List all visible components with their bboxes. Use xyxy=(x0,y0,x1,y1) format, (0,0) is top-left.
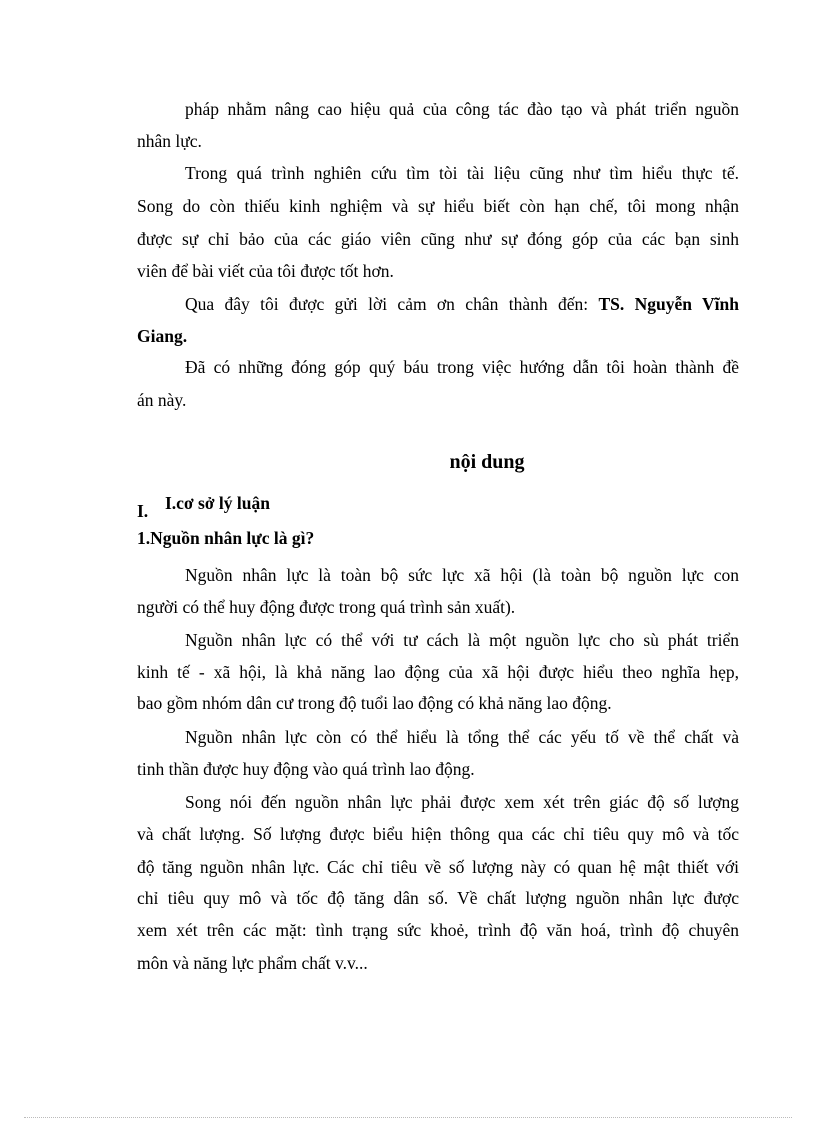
text-line: chỉ tiêu quy mô và tốc độ tăng dân số. Về chất lượng nguồn nhân lực được xyxy=(137,888,739,908)
text-line: người có thể huy động được trong quá trình sản xuất). xyxy=(137,597,516,617)
subheading: 1.Nguồn nhân lực là gì? xyxy=(137,528,315,548)
part-number: I. xyxy=(137,501,149,521)
text-line: độ tăng nguồn nhân lực. Các chỉ tiêu về số lượng này có quan hệ mật thiết với xyxy=(137,857,739,877)
text-line: Song do còn thiếu kinh nghiệm và sự hiểu biết còn hạn chế, tôi mong nhận xyxy=(137,196,739,216)
text-line: nhân lực. xyxy=(137,131,202,151)
text-line: án này. xyxy=(137,390,187,410)
text-line: Nguồn nhân lực còn có thể hiểu là tổng thể các yếu tố về thể chất và xyxy=(185,727,739,747)
text-line: bao gồm nhóm dân cư trong độ tuổi lao động có khả năng lao động. xyxy=(137,693,612,713)
text-line: kinh tế - xã hội, là khả năng lao động của xã hội được hiểu theo nghĩa hẹp, xyxy=(137,662,739,682)
acknowledgement-line xyxy=(185,293,739,315)
section-title: nội dung xyxy=(449,451,525,473)
page-bottom-rule xyxy=(24,1117,792,1118)
text-line: Nguồn nhân lực có thể với tư cách là một nguồn lực cho sù phát triển xyxy=(185,630,739,650)
text-line: xem xét trên các mặt: tình trạng sức khoẻ, trình độ văn hoá, trình độ chuyên xyxy=(137,920,739,940)
advisor-name: TS. Nguyễn Vĩnh xyxy=(598,294,739,314)
part-title: I.cơ sở lý luận xyxy=(165,493,270,513)
text-line: Song nói đến nguồn nhân lực phải được xem xét trên giác độ số lượng xyxy=(185,792,739,812)
advisor-name-continued: Giang. xyxy=(137,326,188,346)
text-line: pháp nhằm nâng cao hiệu quả của công tác đào tạo và phát triển nguồn xyxy=(185,99,739,119)
text-line: môn và năng lực phẩm chất v.v... xyxy=(137,953,368,973)
text-line: Nguồn nhân lực là toàn bộ sức lực xã hội (là toàn bộ nguồn lực con xyxy=(185,565,739,585)
acknowledgement-text: Qua đây tôi được gửi lời cảm ơn chân thành đến: xyxy=(185,294,599,314)
text-line: viên để bài viết của tôi được tốt hơn. xyxy=(137,261,394,281)
text-line: được sự chỉ bảo của các giáo viên cũng như sự đóng góp của các bạn sinh xyxy=(137,229,739,249)
text-line: Đã có những đóng góp quý báu trong việc hướng dẫn tôi hoàn thành đề xyxy=(185,357,739,377)
text-line: tinh thần được huy động vào quá trình lao động. xyxy=(137,759,475,779)
text-line: và chất lượng. Số lượng được biểu hiện thông qua các chỉ tiêu quy mô và tốc xyxy=(137,824,739,844)
text-line: Trong quá trình nghiên cứu tìm tòi tài liệu cũng như tìm hiểu thực tế. xyxy=(185,163,739,183)
